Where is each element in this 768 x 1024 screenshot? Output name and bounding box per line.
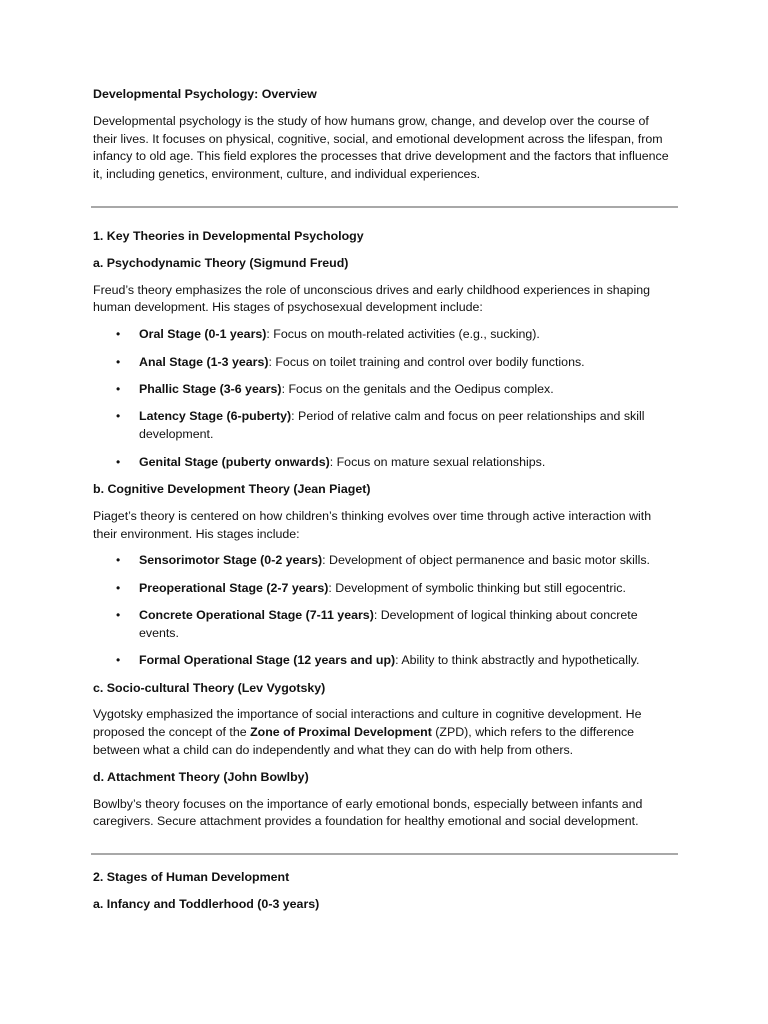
stage-term: Preoperational Stage (2-7 years): [139, 580, 329, 595]
list-item: [116, 652, 676, 670]
piaget-intro: Piaget’s theory is centered on how children’s thinking evolves over time through active interaction with their environment. His stages include:: [93, 508, 652, 541]
stage-term: Anal Stage (1-3 years): [139, 354, 269, 369]
vygotsky-text-before: Vygotsky emphasized the importance of social interactions and culture in cognitive development. He proposed the concept of the: [93, 707, 642, 740]
piaget-heading: b. Cognitive Development Theory (Jean Piaget): [93, 481, 371, 496]
list-item: [116, 580, 676, 598]
bowlby-paragraph: Bowlby’s theory focuses on the importance of early emotional bonds, especially between infants and caregivers. Secure attachment provides a foundation for healthy emotional and social development.: [93, 796, 643, 829]
stage-term: Concrete Operational Stage (7-11 years): [139, 608, 374, 623]
bullet-icon: •: [116, 327, 121, 342]
stage-text: : Development of object permanence and basic motor skills.: [322, 553, 650, 568]
document-title: Developmental Psychology: Overview: [93, 87, 317, 101]
bullet-icon: •: [116, 381, 121, 396]
bullet-icon: •: [116, 653, 121, 668]
freud-intro: Freud’s theory emphasizes the role of unconscious drives and early childhood experiences in shaping human development. His stages of psychosexual development include:: [93, 282, 650, 315]
piaget-stage-list: [93, 552, 676, 670]
stage-text: : Development of logical thinking about concrete events.: [139, 608, 638, 640]
infancy-heading: a. Infancy and Toddlerhood (0-3 years): [93, 896, 320, 911]
freud-heading: a. Psychodynamic Theory (Sigmund Freud): [93, 255, 349, 270]
vygotsky-paragraph: [93, 706, 676, 759]
list-item: [116, 607, 676, 643]
stage-text: : Focus on mature sexual relationships.: [329, 454, 546, 469]
list-item: [116, 454, 676, 472]
freud-stage-list: [93, 326, 676, 471]
bowlby-heading: d. Attachment Theory (John Bowlby): [93, 769, 309, 784]
section-divider-1: [91, 206, 678, 208]
intro-paragraph: Developmental psychology is the study of how humans grow, change, and develop over the course of their lives. It focuses on physical, cognitive, social, and emotional development across the lifespan, from infancy to old age. This field explores the processes that drive development and the factors that influence it, including genetics, environment, culture, and individual experiences.: [93, 113, 669, 182]
bullet-icon: •: [116, 354, 121, 369]
section-2-heading: 2. Stages of Human Development: [93, 869, 290, 884]
bullet-icon: •: [116, 553, 121, 568]
stage-text: : Focus on toilet training and control over bodily functions.: [268, 354, 585, 369]
stage-text: : Development of symbolic thinking but still egocentric.: [328, 580, 626, 595]
list-item: [116, 408, 676, 444]
stage-text: : Focus on mouth-related activities (e.g., sucking).: [266, 327, 540, 342]
bullet-icon: •: [116, 409, 121, 424]
vygotsky-text-after: (ZPD), which refers to the difference between what a child can do independently and what they can do with help from others.: [93, 725, 635, 758]
stage-term: Sensorimotor Stage (0-2 years): [139, 553, 323, 568]
list-item: [116, 552, 676, 570]
bullet-icon: •: [116, 608, 121, 623]
list-item: [116, 354, 676, 372]
stage-term: Oral Stage (0-1 years): [139, 327, 267, 342]
section-divider-2: [91, 853, 678, 855]
zpd-term: Zone of Proximal Development: [250, 725, 432, 740]
stage-term: Formal Operational Stage (12 years and up): [139, 653, 396, 668]
list-item: [116, 381, 676, 399]
stage-text: : Ability to think abstractly and hypothetically.: [395, 653, 640, 668]
vygotsky-heading: c. Socio-cultural Theory (Lev Vygotsky): [93, 680, 326, 695]
stage-term: Phallic Stage (3-6 years): [139, 381, 282, 396]
bullet-icon: •: [116, 580, 121, 595]
section-1-heading: 1. Key Theories in Developmental Psychology: [93, 228, 364, 243]
list-item: [116, 326, 676, 344]
stage-term: Genital Stage (puberty onwards): [139, 454, 330, 469]
stage-text: : Focus on the genitals and the Oedipus complex.: [281, 381, 554, 396]
bullet-icon: •: [116, 454, 121, 469]
stage-text: : Period of relative calm and focus on peer relationships and skill development.: [139, 409, 645, 442]
stage-term: Latency Stage (6-puberty): [139, 409, 292, 424]
